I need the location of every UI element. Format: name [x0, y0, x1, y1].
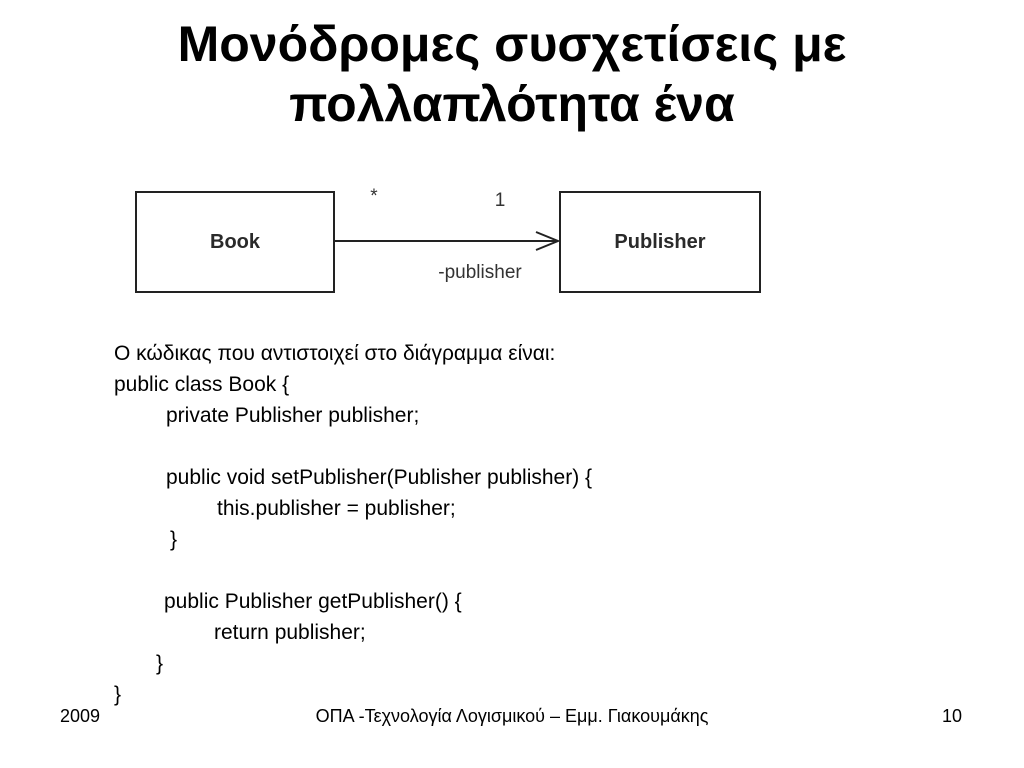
code-line: public void setPublisher(Publisher publisher) { — [166, 466, 593, 489]
publisher-class-label: Publisher — [614, 231, 706, 253]
role-name: -publisher — [438, 262, 522, 283]
footer-page-number: 10 — [941, 706, 962, 726]
slide-footer — [0, 704, 1024, 734]
slide-title — [0, 14, 1024, 134]
source-multiplicity: * — [370, 186, 378, 207]
code-line — [114, 555, 814, 586]
code-line: } — [156, 652, 164, 675]
code-line: private Publisher publisher; — [166, 404, 420, 427]
code-line: } — [114, 683, 122, 706]
code-line: return publisher; — [214, 621, 366, 644]
code-line: } — [170, 528, 178, 551]
code-line — [114, 431, 814, 462]
code-listing — [114, 338, 814, 710]
footer-year: 2009 — [60, 706, 101, 726]
book-class-label: Book — [210, 231, 260, 253]
target-multiplicity: 1 — [494, 190, 506, 211]
uml-diagram-canvas — [128, 180, 768, 300]
uml-class-diagram — [128, 180, 768, 300]
code-line: public Publisher getPublisher() { — [164, 590, 462, 613]
slide-title-line-1: Μονόδρομες συσχετίσεις με — [177, 16, 847, 72]
footer-course: ΟΠΑ -Τεχνολογία Λογισμικού – Εμμ. Γιακουμάκης — [315, 706, 709, 726]
slide-title-line-2: πολλαπλότητα ένα — [289, 76, 735, 132]
code-line: this.publisher = publisher; — [217, 497, 456, 520]
code-line: public class Book { — [114, 373, 290, 396]
code-intro: Ο κώδικας που αντιστοιχεί στο διάγραμμα είναι: — [114, 342, 556, 365]
